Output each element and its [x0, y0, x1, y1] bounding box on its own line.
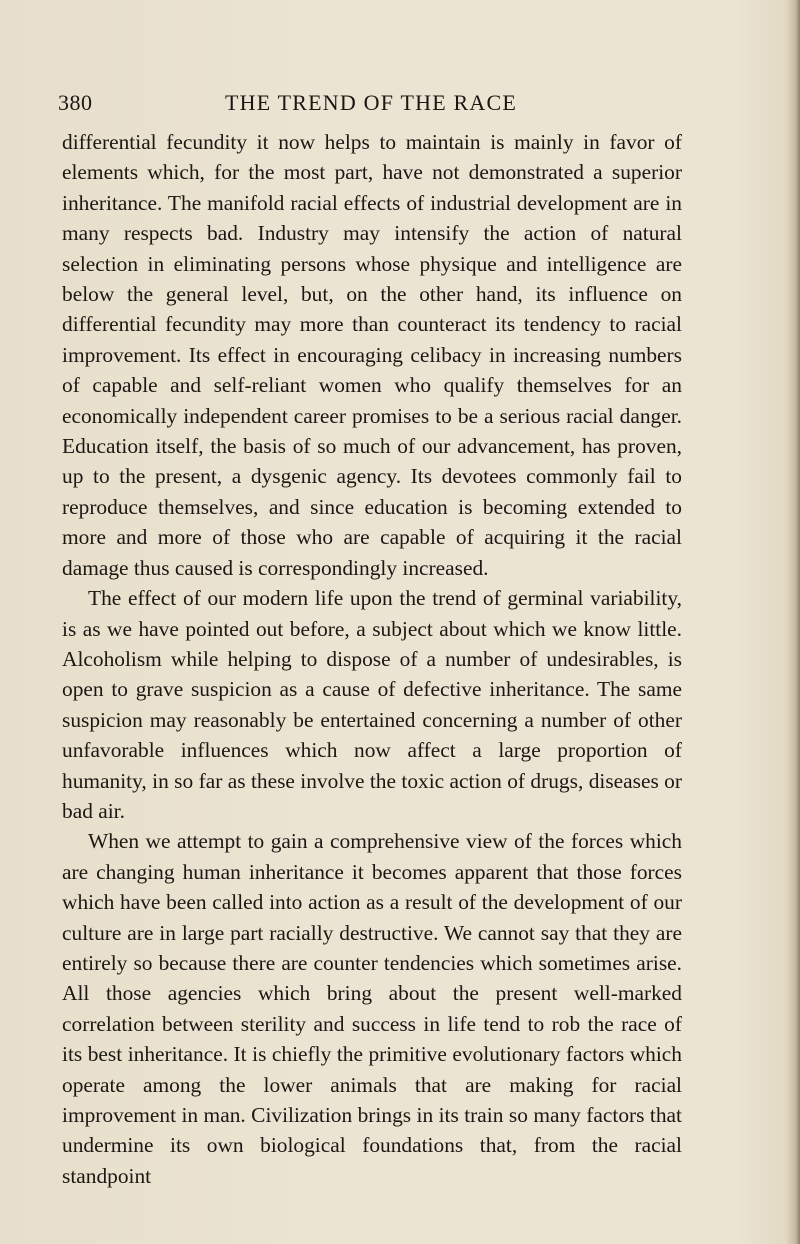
paragraph-1: differential fecundity it now helps to maintain is mainly in favor of elements which, for the most part, have not demonstrated a superior inheritance. The manifold racial effects of industrial development are in many respects bad. Industry may intensify the action of natural selection in eliminating persons whose physique and intelligence are below the general level, but, on the other hand, its influence on differential fecundity may more than counteract its tendency to racial improvement. Its effect in encouraging celibacy in increasing numbers of capable and self-reliant women who qualify themselves for an economically independent career promises to be a serious racial danger. Education itself, the basis of so much of our advancement, has proven, up to the present, a dysgenic agency. Its devotees commonly fail to reproduce themselves, and since education is becoming extended to more and more of those who are capable of acquiring it the racial damage thus caused is correspondingly increased.	[62, 130, 682, 580]
paragraph-2: The effect of our modern life upon the trend of germinal variability, is as we have pointed out before, a subject about which we know little. Alcoholism while helping to dispose of a number of undesirables, is open to grave suspicion as a cause of defective inheritance. The same suspicion may reasonably be entertained concerning a number of other unfavorable influences which now affect a large proportion of humanity, in so far as these involve the toxic action of drugs, diseases or bad air.	[62, 586, 682, 823]
paragraph-3: When we attempt to gain a comprehensive view of the forces which are changing human inheritance it becomes apparent that those forces which have been called into action as a result of the development of our culture are in large part racially destructive. We cannot say that they are entirely so because there are counter tendencies which sometimes arise. All those agencies which bring about the present well-marked correlation between sterility and success in life tend to rob the race of its best inheritance. It is chiefly the primitive evolutionary factors which operate among the lower animals that are making for racial improvement in man. Civilization brings in its train so many factors that undermine its own biological foundations that, from the racial standpoint	[62, 829, 682, 1188]
page-header	[58, 86, 684, 126]
page-number: 380	[58, 90, 93, 115]
body-text	[62, 127, 682, 1191]
page-edge-shadow	[786, 0, 800, 1244]
running-title: THE TREND OF THE RACE	[224, 90, 518, 115]
